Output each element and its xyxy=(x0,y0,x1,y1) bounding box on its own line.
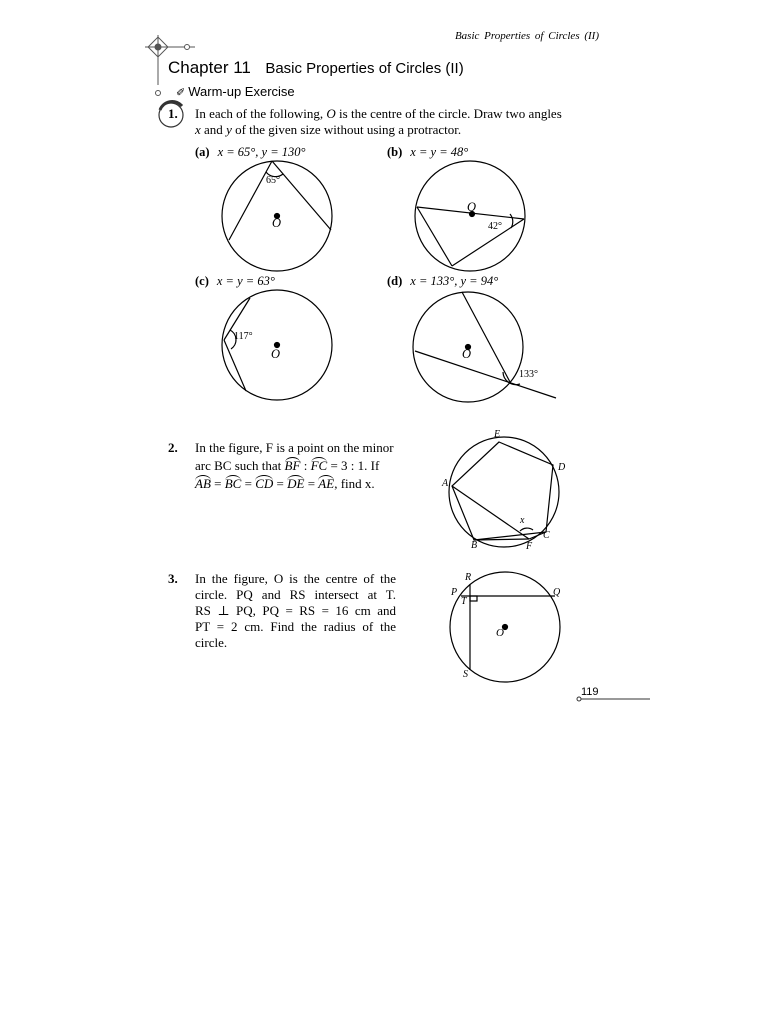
centre-label-d: O xyxy=(462,347,472,361)
angle-label-d: 133° xyxy=(519,369,538,380)
figure-d xyxy=(413,292,556,402)
q2-angle-x: x xyxy=(520,515,525,526)
page-number: 119 xyxy=(581,686,599,698)
q2-point-c: C xyxy=(543,530,550,541)
q1-part-b: (b) x = y = 48° xyxy=(387,145,469,159)
figure-q3 xyxy=(450,572,560,682)
running-header: Basic Properties of Circles (II) xyxy=(454,30,599,42)
q1-part-d: (d) x = 133°, y = 94° xyxy=(387,274,499,288)
figure-b xyxy=(415,161,525,271)
figure-c xyxy=(222,290,332,400)
angle-label-c: 117° xyxy=(234,331,253,342)
q2-point-f: F xyxy=(526,541,533,552)
chapter-number: Chapter 11 xyxy=(168,58,251,77)
angle-label-b: 42° xyxy=(488,221,502,232)
q3-point-o: O xyxy=(496,627,504,639)
q2-text: In the figure, F is a point on the minor arc BC such that BF : FC = 3 : 1. If AB = BC = CD = DE = AE, find x. xyxy=(195,440,394,491)
centre-label-a: O xyxy=(272,216,282,230)
q1-number: 1. xyxy=(168,106,178,121)
centre-label-b: O xyxy=(467,200,477,214)
centre-label-c: O xyxy=(271,347,281,361)
q3-point-q: Q xyxy=(553,587,561,598)
angle-label-a: 65° xyxy=(266,175,280,186)
q2-point-b: B xyxy=(471,540,478,551)
q2-point-d: D xyxy=(558,462,566,473)
q3-point-p: P xyxy=(451,587,458,598)
pencil-icon: ✐ xyxy=(176,87,186,99)
section-title: ✐ Warm-up Exercise xyxy=(176,84,295,99)
q3-point-t: T xyxy=(461,596,467,607)
q3-point-r: R xyxy=(465,572,472,583)
chapter-title: Basic Properties of Circles (II) xyxy=(265,60,464,77)
q2-number: 2. xyxy=(168,440,178,455)
q2-point-a: A xyxy=(442,478,449,489)
q3-number: 3. xyxy=(168,571,178,586)
chapter-heading xyxy=(168,58,464,78)
q1-part-a: (a) x = 65°, y = 130° xyxy=(195,145,306,159)
q2-point-e: E xyxy=(494,429,501,440)
q3-point-s: S xyxy=(463,669,468,680)
q3-text: In the figure, O is the centre of the circle. PQ and RS intersect at T. RS ⊥ PQ, PQ = RS = 16 cm and PT = 2 cm. Find the radius of the circle. xyxy=(195,571,396,650)
q1-part-c: (c) x = y = 63° xyxy=(195,274,275,288)
q1-text: In each of the following, O is the centre of the circle. Draw two angles x and y of the given size without using a protractor. xyxy=(195,106,562,137)
